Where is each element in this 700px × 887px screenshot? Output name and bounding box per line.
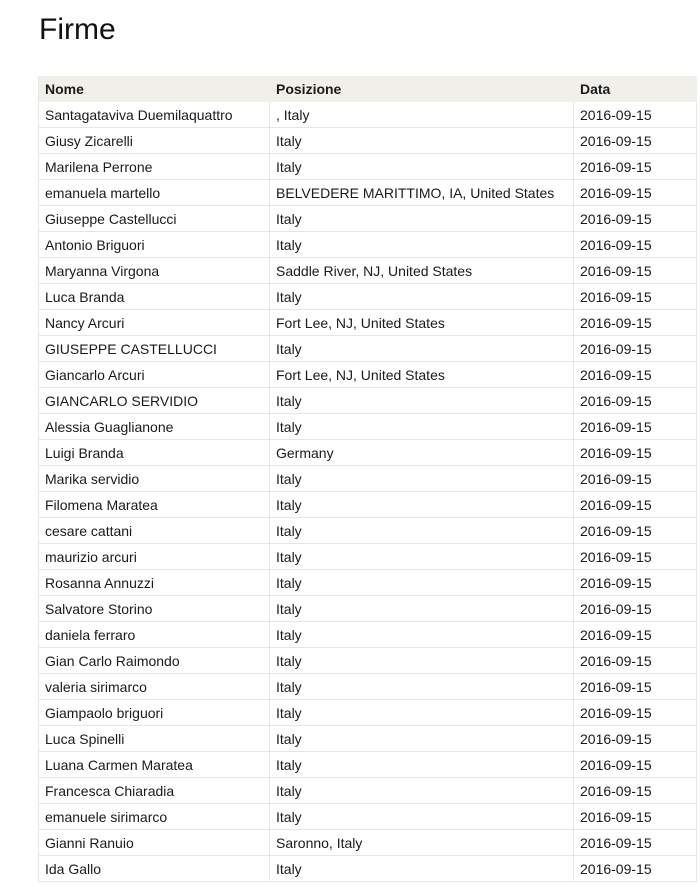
table-row — [39, 700, 697, 726]
cell-position: Fort Lee, NJ, United States — [270, 362, 574, 388]
cell-position: Italy — [270, 154, 574, 180]
cell-position: Italy — [270, 128, 574, 154]
cell-date: 2016-09-15 — [574, 180, 697, 206]
cell-date: 2016-09-15 — [574, 128, 697, 154]
cell-name: maurizio arcuri — [39, 544, 270, 570]
cell-position: Fort Lee, NJ, United States — [270, 310, 574, 336]
cell-position: Italy — [270, 596, 574, 622]
cell-name: Alessia Guaglianone — [39, 414, 270, 440]
table-row — [39, 804, 697, 830]
table-row — [39, 258, 697, 284]
cell-date: 2016-09-15 — [574, 232, 697, 258]
cell-name: emanuele sirimarco — [39, 804, 270, 830]
table-row — [39, 830, 697, 856]
cell-position: Italy — [270, 518, 574, 544]
cell-name: Giuseppe Castellucci — [39, 206, 270, 232]
cell-name: cesare cattani — [39, 518, 270, 544]
column-header-date[interactable]: Data — [574, 76, 697, 102]
cell-name: Filomena Maratea — [39, 492, 270, 518]
cell-date: 2016-09-15 — [574, 648, 697, 674]
cell-name: GIUSEPPE CASTELLUCCI — [39, 336, 270, 362]
cell-name: Francesca Chiaradia — [39, 778, 270, 804]
cell-position: Italy — [270, 466, 574, 492]
cell-date: 2016-09-15 — [574, 466, 697, 492]
cell-position: Italy — [270, 206, 574, 232]
cell-position: Italy — [270, 622, 574, 648]
cell-position: Italy — [270, 388, 574, 414]
cell-name: Maryanna Virgona — [39, 258, 270, 284]
cell-date: 2016-09-15 — [574, 674, 697, 700]
cell-date: 2016-09-15 — [574, 258, 697, 284]
column-header-name[interactable]: Nome — [39, 76, 270, 102]
table-row — [39, 648, 697, 674]
cell-name: Giancarlo Arcuri — [39, 362, 270, 388]
cell-position: Germany — [270, 440, 574, 466]
cell-position: Italy — [270, 414, 574, 440]
cell-position: Italy — [270, 804, 574, 830]
table-row — [39, 154, 697, 180]
table-row — [39, 570, 697, 596]
table-row — [39, 466, 697, 492]
cell-position: Saronno, Italy — [270, 830, 574, 856]
cell-date: 2016-09-15 — [574, 856, 697, 882]
cell-position: Italy — [270, 856, 574, 882]
cell-date: 2016-09-15 — [574, 596, 697, 622]
cell-name: Antonio Briguori — [39, 232, 270, 258]
cell-date: 2016-09-15 — [574, 700, 697, 726]
cell-name: Gian Carlo Raimondo — [39, 648, 270, 674]
header-row — [39, 76, 697, 102]
cell-name: Luca Branda — [39, 284, 270, 310]
cell-name: Luana Carmen Maratea — [39, 752, 270, 778]
table-row — [39, 440, 697, 466]
table-row — [39, 388, 697, 414]
cell-name: Luca Spinelli — [39, 726, 270, 752]
table-row — [39, 414, 697, 440]
cell-date: 2016-09-15 — [574, 622, 697, 648]
cell-position: Italy — [270, 492, 574, 518]
table-body — [39, 102, 697, 882]
cell-name: GIANCARLO SERVIDIO — [39, 388, 270, 414]
table-row — [39, 856, 697, 882]
cell-date: 2016-09-15 — [574, 414, 697, 440]
cell-name: valeria sirimarco — [39, 674, 270, 700]
cell-position: Italy — [270, 752, 574, 778]
cell-position: Italy — [270, 726, 574, 752]
cell-date: 2016-09-15 — [574, 362, 697, 388]
table-row — [39, 232, 697, 258]
table-row — [39, 362, 697, 388]
cell-date: 2016-09-15 — [574, 440, 697, 466]
cell-position: BELVEDERE MARITTIMO, IA, United States — [270, 180, 574, 206]
table-row — [39, 102, 697, 128]
cell-position: Italy — [270, 544, 574, 570]
cell-position: , Italy — [270, 102, 574, 128]
cell-name: Marika servidio — [39, 466, 270, 492]
cell-position: Italy — [270, 674, 574, 700]
cell-date: 2016-09-15 — [574, 570, 697, 596]
cell-name: Rosanna Annuzzi — [39, 570, 270, 596]
table-row — [39, 544, 697, 570]
table-row — [39, 128, 697, 154]
cell-name: daniela ferraro — [39, 622, 270, 648]
cell-name: Luigi Branda — [39, 440, 270, 466]
cell-date: 2016-09-15 — [574, 778, 697, 804]
cell-date: 2016-09-15 — [574, 544, 697, 570]
table-row — [39, 518, 697, 544]
cell-date: 2016-09-15 — [574, 726, 697, 752]
cell-position: Italy — [270, 700, 574, 726]
cell-date: 2016-09-15 — [574, 206, 697, 232]
cell-date: 2016-09-15 — [574, 752, 697, 778]
cell-position: Italy — [270, 232, 574, 258]
cell-name: Ida Gallo — [39, 856, 270, 882]
cell-name: Santagataviva Duemilaquattro — [39, 102, 270, 128]
cell-date: 2016-09-15 — [574, 284, 697, 310]
cell-date: 2016-09-15 — [574, 154, 697, 180]
table-row — [39, 180, 697, 206]
table-row — [39, 336, 697, 362]
column-header-position[interactable]: Posizione — [270, 76, 574, 102]
cell-date: 2016-09-15 — [574, 388, 697, 414]
table-row — [39, 284, 697, 310]
cell-date: 2016-09-15 — [574, 336, 697, 362]
cell-position: Italy — [270, 336, 574, 362]
cell-name: Nancy Arcuri — [39, 310, 270, 336]
table-row — [39, 596, 697, 622]
cell-date: 2016-09-15 — [574, 102, 697, 128]
table-header — [39, 76, 697, 102]
cell-name: Giusy Zicarelli — [39, 128, 270, 154]
cell-position: Italy — [270, 648, 574, 674]
signatures-table — [38, 76, 697, 882]
cell-date: 2016-09-15 — [574, 804, 697, 830]
cell-name: emanuela martello — [39, 180, 270, 206]
cell-position: Saddle River, NJ, United States — [270, 258, 574, 284]
cell-position: Italy — [270, 284, 574, 310]
table-row — [39, 726, 697, 752]
cell-date: 2016-09-15 — [574, 492, 697, 518]
cell-name: Giampaolo briguori — [39, 700, 270, 726]
table-row — [39, 752, 697, 778]
table-row — [39, 492, 697, 518]
cell-date: 2016-09-15 — [574, 830, 697, 856]
table-row — [39, 310, 697, 336]
cell-name: Salvatore Storino — [39, 596, 270, 622]
table-row — [39, 622, 697, 648]
table-row — [39, 674, 697, 700]
table-row — [39, 206, 697, 232]
cell-name: Marilena Perrone — [39, 154, 270, 180]
cell-date: 2016-09-15 — [574, 310, 697, 336]
cell-position: Italy — [270, 570, 574, 596]
cell-name: Gianni Ranuio — [39, 830, 270, 856]
cell-date: 2016-09-15 — [574, 518, 697, 544]
cell-position: Italy — [270, 778, 574, 804]
page-title: Firme — [39, 13, 116, 46]
table-row — [39, 778, 697, 804]
